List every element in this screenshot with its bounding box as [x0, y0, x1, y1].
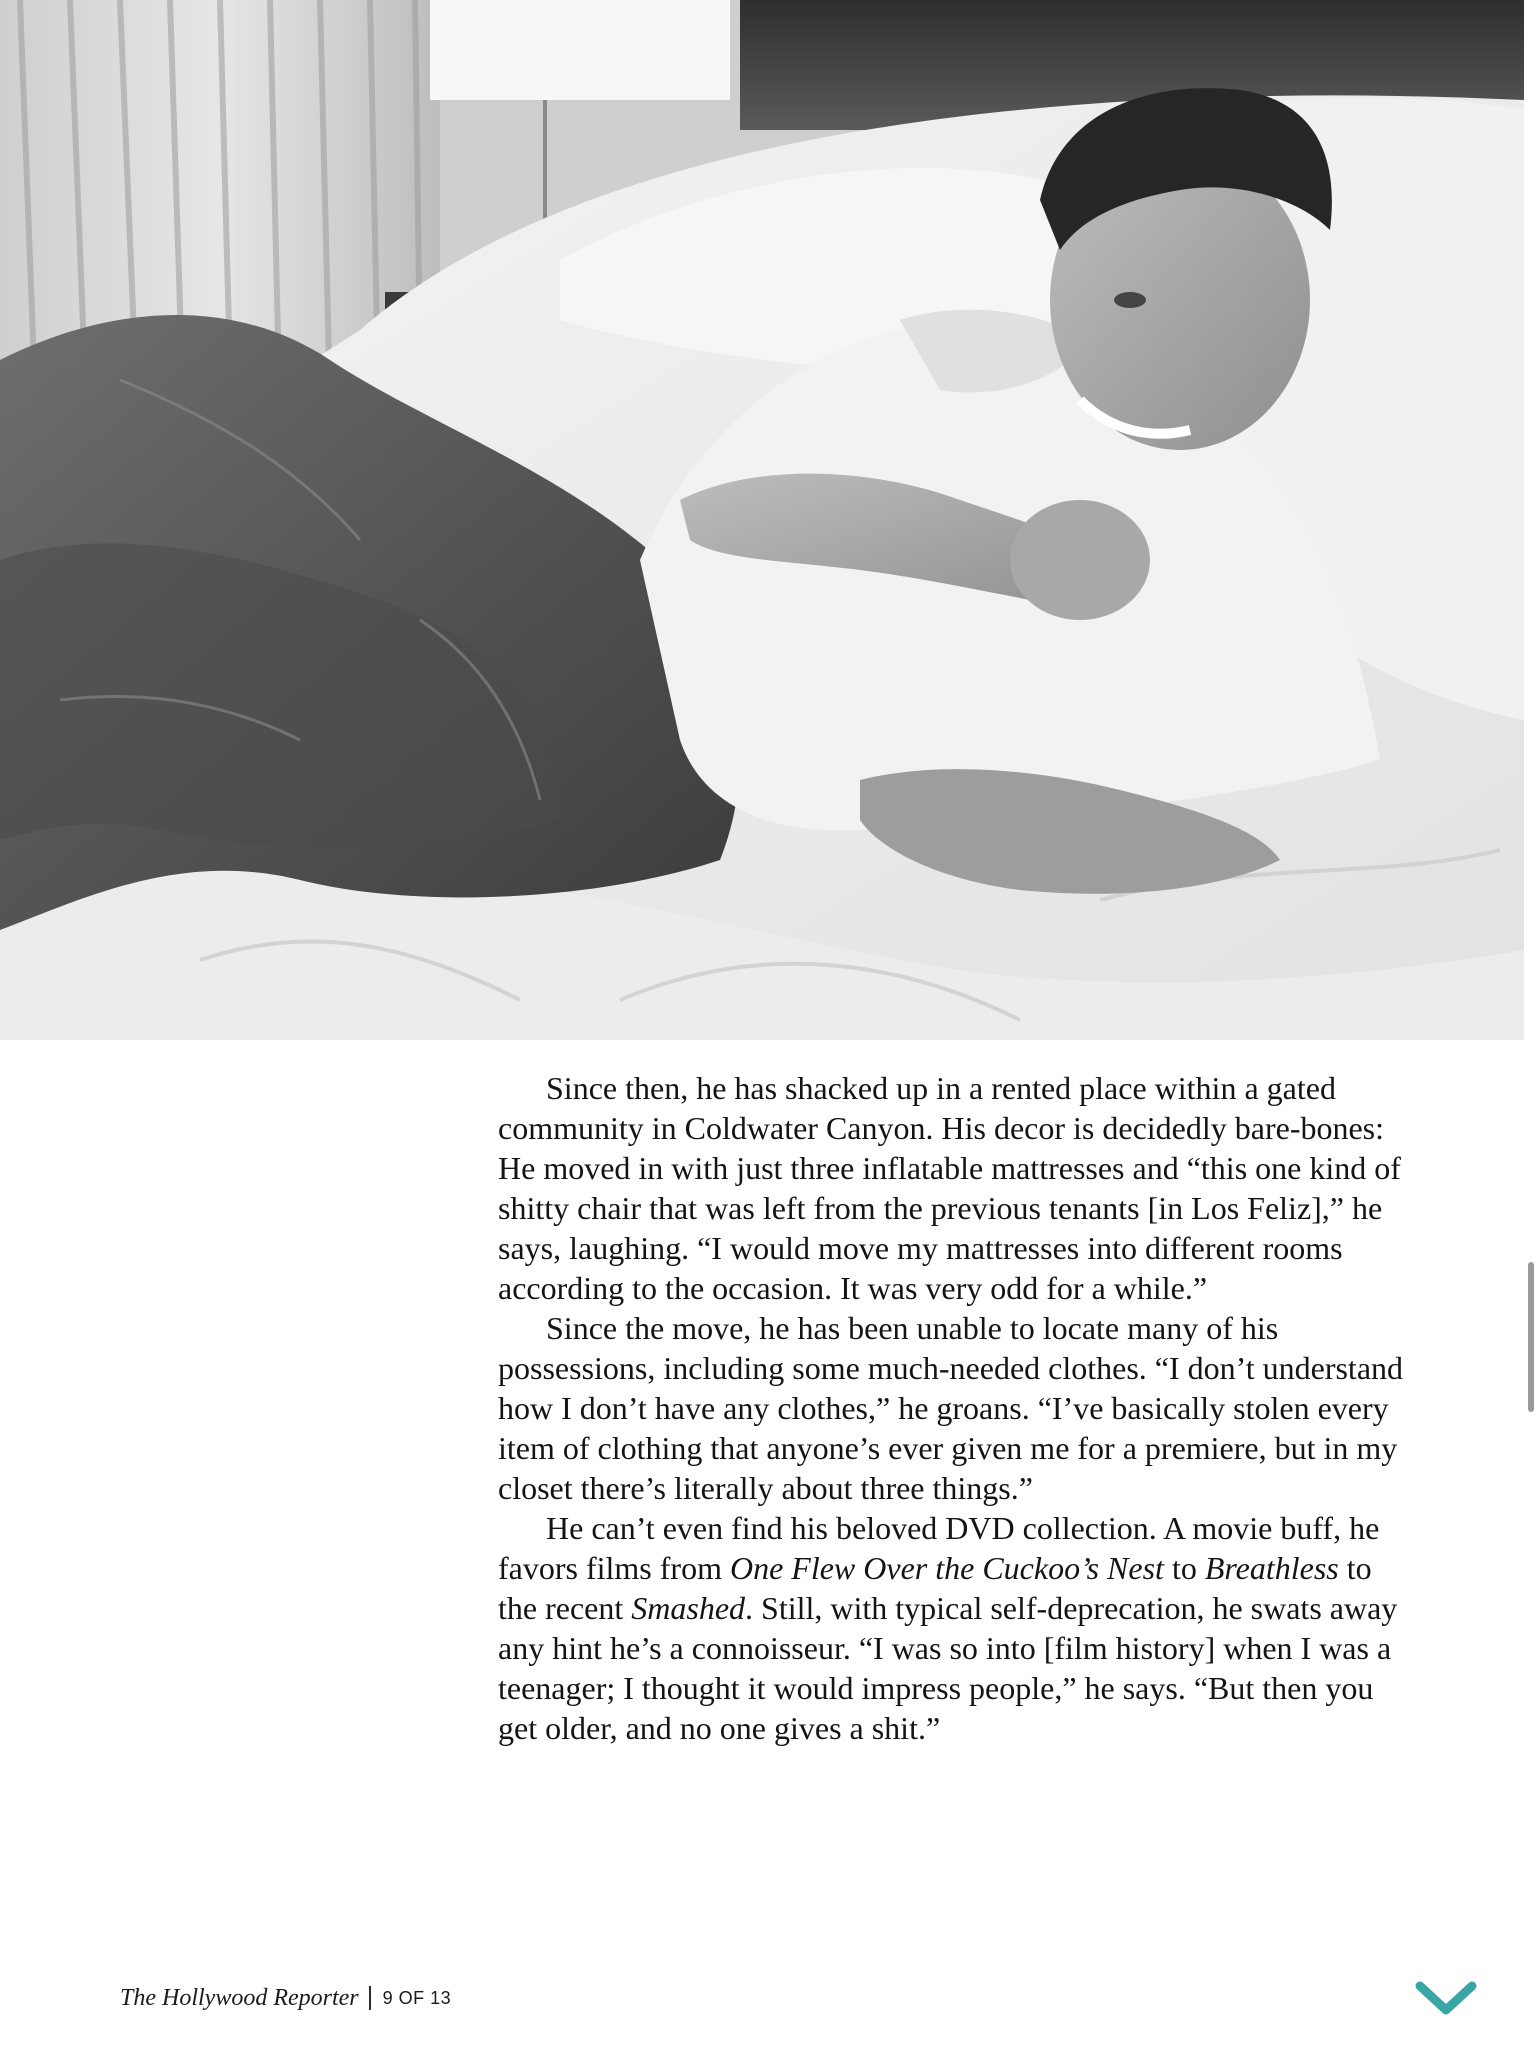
paragraph-text: Since then, he has shacked up in a rented place within a gated community in Coldwater Canyon. His decor is decidedly bare-bones: He moved in with just three inflatable mattresses and “this one kind of shitty chair that was left from the previous tenants [in Los Feliz],” he says, laughing. “I would move my mattresses into different rooms according to the occasion. It was very odd for a while.” [498, 1070, 1401, 1306]
article-body [498, 1068, 1408, 1748]
film-title: Breathless [1204, 1550, 1339, 1586]
scrollbar-thumb[interactable] [1528, 1262, 1534, 1412]
next-page-button[interactable] [1414, 1976, 1478, 2020]
footer-divider [369, 1986, 371, 2010]
page-footer [120, 1980, 451, 2016]
publication-name: The Hollywood Reporter [120, 1984, 359, 2011]
article-paragraph [498, 1068, 1408, 1308]
film-title: One Flew Over the Cuckoo’s Nest [729, 1550, 1164, 1586]
chevron-down-icon[interactable] [1414, 1976, 1478, 2020]
scrollbar-track[interactable] [1524, 0, 1536, 2048]
film-title: Smashed [631, 1590, 746, 1626]
paragraph-text: to the recent [498, 1550, 1372, 1626]
paragraph-text: to [1163, 1550, 1205, 1586]
article-paragraph [498, 1508, 1408, 1748]
article-paragraph [498, 1308, 1408, 1508]
page-indicator: 9 OF 13 [382, 1987, 452, 2008]
paragraph-text: He can’t even find his beloved DVD collection. A movie buff, he favors films from [498, 1510, 1380, 1586]
paragraph-text: Since the move, he has been unable to locate many of his possessions, including some much-needed clothes. “I don’t understand how I don’t have any clothes,” he groans. “I’ve basically stolen every item of clothing that anyone’s ever given me for a premiere, but in my closet there’s literally about three things.” [498, 1310, 1404, 1506]
paragraph-text: . Still, with typical self-deprecation, he swats away any hint he’s a connoisseur. “I was so into [film history] when I was a teenager; I thought it would impress people,” he says. “But then you get older, and no one gives a shit.” [498, 1590, 1398, 1746]
